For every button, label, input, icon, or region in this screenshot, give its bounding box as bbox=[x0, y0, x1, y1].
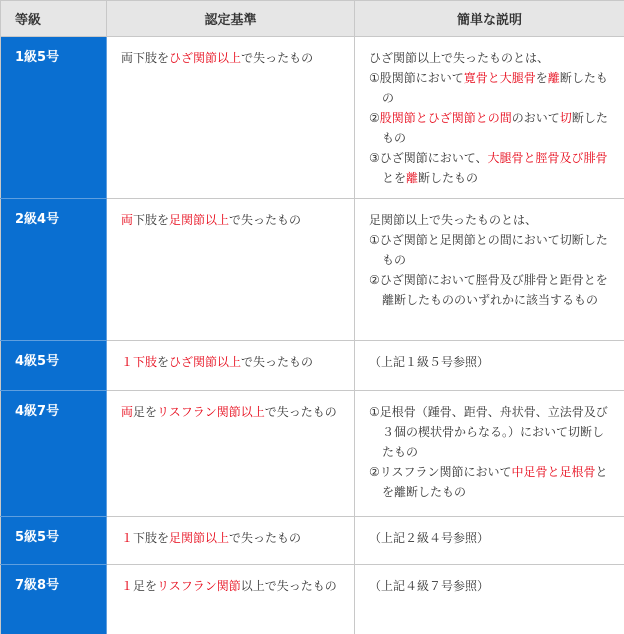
description-item bbox=[369, 402, 614, 462]
header-grade: 等級 bbox=[1, 1, 107, 37]
text-segment: を bbox=[535, 71, 548, 85]
description-item bbox=[369, 148, 614, 188]
text-segment: 断したもの bbox=[418, 171, 479, 185]
criteria-cell bbox=[107, 391, 355, 517]
table-row bbox=[1, 391, 624, 517]
text-segment: 下肢を bbox=[133, 531, 170, 545]
highlight-text: 離 bbox=[406, 171, 419, 185]
table-row bbox=[1, 565, 624, 634]
text-segment: で失ったもの bbox=[264, 405, 337, 419]
highlight-text: 両 bbox=[121, 213, 134, 227]
highlight-text: １ bbox=[121, 579, 134, 593]
highlight-text: １下肢 bbox=[121, 355, 158, 369]
grade-cell: 4級7号 bbox=[1, 391, 107, 517]
text-segment: ①足根骨（踵骨、距骨、舟状骨、立法骨及び３個の楔状骨からなる。）において切断したもの bbox=[369, 405, 608, 459]
grade-cell: 2級4号 bbox=[1, 199, 107, 341]
description-item bbox=[369, 270, 614, 310]
highlight-text: 足関節以上 bbox=[169, 213, 230, 227]
grade-cell: 1級5号 bbox=[1, 37, 107, 199]
description-cell bbox=[355, 565, 624, 634]
highlight-text: リスフラン関節以上 bbox=[157, 405, 265, 419]
highlight-text: リスフラン関節 bbox=[157, 579, 241, 593]
highlight-text: 寛骨と大腿骨 bbox=[463, 71, 536, 85]
grade-cell: 5級5号 bbox=[1, 517, 107, 565]
description-cell bbox=[355, 517, 624, 565]
highlight-text: 中足骨と足根骨 bbox=[511, 465, 596, 479]
text-segment: 下肢 bbox=[133, 51, 158, 65]
criteria-cell bbox=[107, 37, 355, 199]
criteria-cell bbox=[107, 341, 355, 391]
text-segment: ② bbox=[369, 111, 380, 125]
highlight-text: １ bbox=[121, 531, 134, 545]
highlight-text: 足関節以上 bbox=[169, 531, 230, 545]
text-segment: ②ひざ関節において脛骨及び腓骨と距骨とを離断したもののいずれかに該当するもの bbox=[369, 273, 608, 307]
criteria-cell bbox=[107, 517, 355, 565]
table-row bbox=[1, 199, 624, 341]
table-header-row bbox=[1, 1, 624, 37]
description-item bbox=[369, 108, 614, 148]
description-lead: （上記２級４号参照） bbox=[369, 531, 490, 545]
description-item bbox=[369, 462, 614, 502]
text-segment: ①股関節において bbox=[369, 71, 464, 85]
table-row bbox=[1, 37, 624, 199]
text-segment: で失ったもの bbox=[241, 355, 314, 369]
grade-cell: 7級8号 bbox=[1, 565, 107, 634]
text-segment: で失ったもの bbox=[241, 51, 314, 65]
header-criteria: 認定基準 bbox=[107, 1, 355, 37]
description-lead: ひざ関節以上で失ったものとは、 bbox=[369, 51, 550, 65]
description-cell bbox=[355, 199, 624, 341]
highlight-text: 両 bbox=[121, 405, 134, 419]
description-item bbox=[369, 68, 614, 108]
text-segment: 足を bbox=[133, 579, 158, 593]
text-segment: とを離断したもの bbox=[382, 465, 608, 499]
text-segment: ①ひざ関節と足関節との間において切断したもの bbox=[369, 233, 608, 267]
text-segment: のおいて bbox=[511, 111, 560, 125]
highlight-text: 大腿骨と脛骨及び腓骨 bbox=[487, 151, 608, 165]
text-segment: で失ったもの bbox=[229, 213, 302, 227]
description-lead: （上記４級７号参照） bbox=[369, 579, 490, 593]
text-segment: 断したもの bbox=[382, 71, 608, 105]
highlight-text: ひざ関節以上 bbox=[169, 355, 242, 369]
description-cell bbox=[355, 341, 624, 391]
text-segment: で失ったもの bbox=[229, 531, 302, 545]
text-segment: 足を bbox=[133, 405, 158, 419]
description-lead: （上記１級５号参照） bbox=[369, 355, 490, 369]
table-row bbox=[1, 341, 624, 391]
text-segment: 両 bbox=[121, 51, 134, 65]
text-segment: ③ひざ関節において、 bbox=[369, 151, 488, 165]
description-lead: 足関節以上で失ったものとは、 bbox=[369, 213, 538, 227]
text-segment: を bbox=[157, 51, 170, 65]
header-description: 簡単な説明 bbox=[355, 1, 624, 37]
text-segment: ②リスフラン関節において bbox=[369, 465, 512, 479]
text-segment: 下肢を bbox=[133, 213, 170, 227]
description-cell bbox=[355, 391, 624, 517]
text-segment: を bbox=[157, 355, 170, 369]
text-segment: とを bbox=[382, 171, 407, 185]
text-segment: 以上で失ったもの bbox=[240, 579, 337, 593]
description-item bbox=[369, 230, 614, 270]
criteria-cell bbox=[107, 199, 355, 341]
text-segment: 断したもの bbox=[382, 111, 608, 145]
description-cell bbox=[355, 37, 624, 199]
grade-cell: 4級5号 bbox=[1, 341, 107, 391]
criteria-cell bbox=[107, 565, 355, 634]
table-row bbox=[1, 517, 624, 565]
highlight-text: ひざ関節以上 bbox=[169, 51, 242, 65]
highlight-text: 離 bbox=[547, 71, 560, 85]
highlight-text: 切 bbox=[559, 111, 572, 125]
table-body bbox=[1, 37, 624, 634]
highlight-text: 股関節とひざ関節との間 bbox=[379, 111, 512, 125]
